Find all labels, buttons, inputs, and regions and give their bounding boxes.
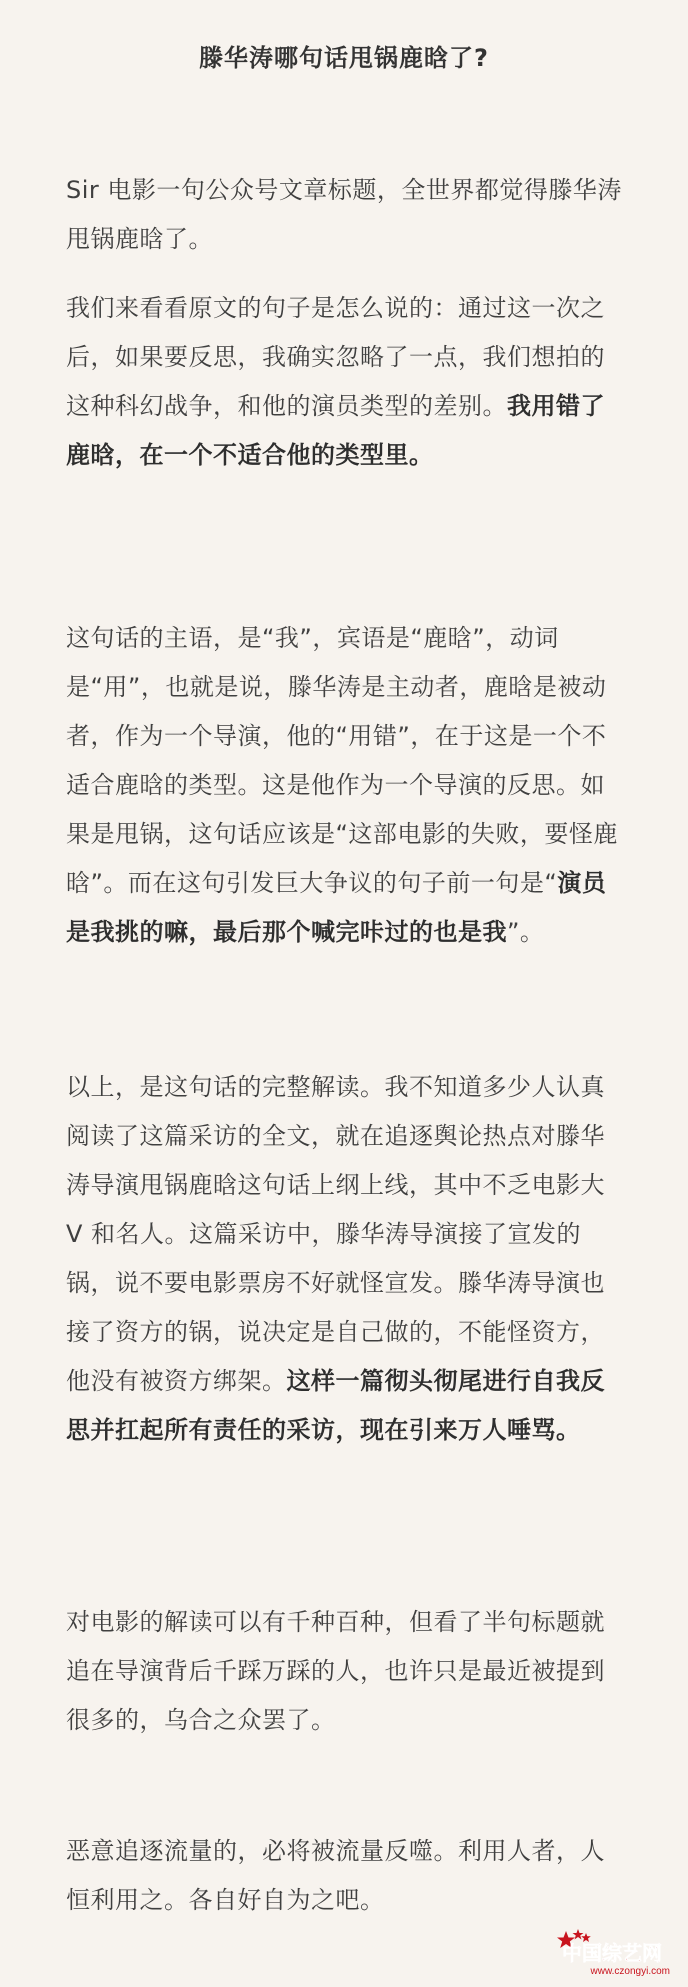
paragraph-4-bold-text: 这样一篇彻头彻尾进行自我反思并扛起所有责任的采访，现在引来万人唾骂。 [66,1367,605,1444]
site-watermark [536,1919,676,1979]
paragraph-5 [66,1598,626,1745]
paragraph-1-text: Sir 电影一句公众号文章标题，全世界都觉得滕华涛甩锅鹿晗了。 [66,176,622,253]
paragraph-3-end-text: ”。 [507,918,545,946]
paragraph-5-text: 对电影的解读可以有千种百种，但看了半句标题就追在导演背后千踩万踩的人，也许只是最近被提到很多的，乌合之众罢了。 [66,1608,605,1734]
paragraph-3-text: 这句话的主语，是“我”，宾语是“鹿晗”，动词是“用”，也就是说，滕华涛是主动者，鹿晗是被动者，作为一个导演，他的“用错”，在于这是一个不适合鹿晗的类型。这是他作为一个导演的反思。如果是甩锅，这句话应该是“这部电影的失败，要怪鹿晗”。而在这句引发巨大争议的句子前一句是“ [66,624,618,897]
paragraph-4 [66,1063,626,1455]
paragraph-2 [66,284,626,480]
paragraph-1 [66,166,626,264]
paragraph-2-bold-text: 我用错了鹿晗，在一个不适合他的类型里。 [66,392,605,469]
paragraph-6 [66,1827,626,1925]
paragraph-3 [66,614,626,957]
paragraph-3-bold-text: 演员是我挑的嘛，最后那个喊完咔过的也是我 [66,869,607,946]
paragraph-2-text: 我们来看看原文的句子是怎么说的：通过这一次之后，如果要反思，我确实忽略了一点，我们想拍的这种科幻战争，和他的演员类型的差别。 [66,294,605,420]
watermark-logo-text: 中国综艺网 [562,1941,662,1963]
paragraph-6-text: 恶意追逐流量的，必将被流量反噬。利用人者，人恒利用之。各自好自为之吧。 [66,1837,605,1914]
article-title: 滕华涛哪句话甩锅鹿晗了? [199,44,489,72]
watermark-logo [556,1929,676,1963]
watermark-url: www.czongyi.com [590,1966,670,1977]
paragraph-4-text: 以上，是这句话的完整解读。我不知道多少人认真阅读了这篇采访的全文，就在追逐舆论热点对滕华涛导演甩锅鹿晗这句话上纲上线，其中不乏电影大 V 和名人。这篇采访中，滕华涛导演接了宣发的锅，说不要电影票房不好就怪宣发。滕华涛导演也接了资方的锅，说决定是自己做的，不能怪资方，他没有被资方绑架。 [66,1073,605,1395]
